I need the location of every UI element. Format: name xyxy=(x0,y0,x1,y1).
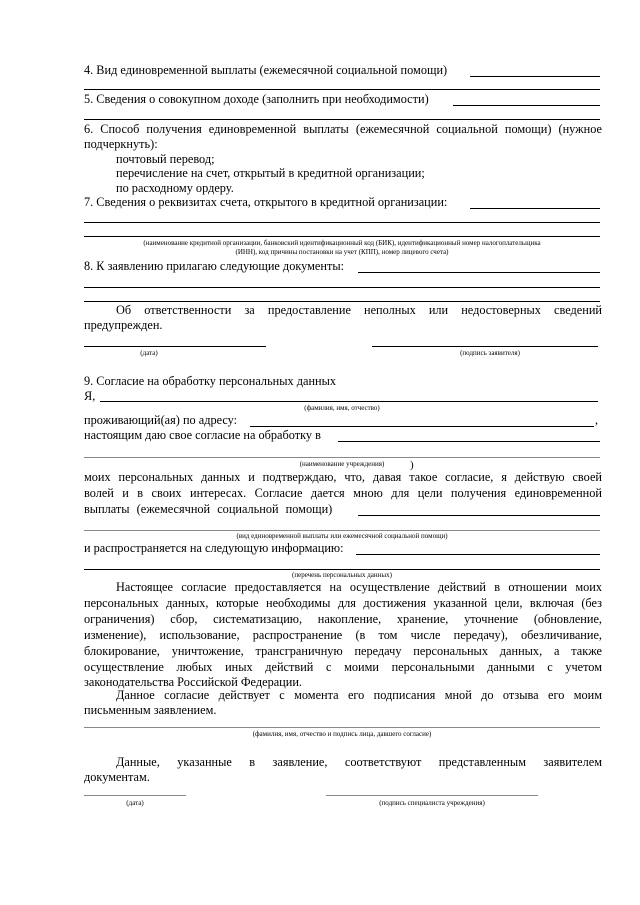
consent-signature-hint: (фамилия, имя, отчество и подпись лица, давшего согласие) xyxy=(252,730,432,738)
bank-details-field[interactable] xyxy=(470,208,600,209)
info-field[interactable] xyxy=(356,554,600,555)
scope-paragraph-line1: Настоящее согласие предоставляется на осуществление действий в отношении моих xyxy=(116,580,602,594)
institution-field[interactable] xyxy=(338,441,600,442)
specialist-signature-field[interactable] xyxy=(326,795,538,796)
specialist-signature-hint: (подпись специалиста учреждения) xyxy=(379,799,485,807)
section-4-label: 4. Вид единовременной выплаты (ежемесячной социальной помощи) xyxy=(84,63,448,77)
applicant-signature-field[interactable] xyxy=(372,346,598,347)
scope-paragraph-line4: изменение), использование, распространение (в том числе передачу), обезличивание, xyxy=(84,628,602,642)
scope-paragraph-line3: ограничения) сбор, систематизацию, накопление, хранение, уточнение (обновление, xyxy=(84,612,602,626)
verification-text-cont: документам. xyxy=(84,770,150,784)
payment-purpose-field-line2[interactable] xyxy=(84,530,600,531)
institution-close-paren: ) xyxy=(410,459,414,471)
documents-field-line2[interactable] xyxy=(84,287,600,288)
consent-to-label: настоящим даю свое согласие на обработку в xyxy=(84,428,321,442)
address-comma: , xyxy=(595,413,599,427)
consent-paragraph-line1: моих персональных данных и подтверждаю, что, давая такое согласие, я действую своей xyxy=(84,470,602,484)
info-field-line2[interactable] xyxy=(84,569,600,570)
final-date-field[interactable] xyxy=(84,795,186,796)
responsibility-text-cont: предупрежден. xyxy=(84,318,163,332)
bank-details-field-line3[interactable] xyxy=(84,236,600,237)
validity-paragraph-line1: Данное согласие действует с момента его подписания мной до отзыва его моим xyxy=(116,688,602,702)
documents-field[interactable] xyxy=(358,272,600,273)
date-hint: (дата) xyxy=(140,349,158,357)
scope-paragraph-line7: законодательства Российской Федерации. xyxy=(84,675,302,689)
verification-text: Данные, указанные в заявление, соответствуют представленным заявителем xyxy=(116,755,602,769)
section-6-label: 6. Способ получения единовременной выплаты (ежемесячной социальной помощи) (нужное xyxy=(84,122,602,136)
consent-signature-field[interactable] xyxy=(84,727,600,728)
info-list-hint: (перечень персональных данных) xyxy=(292,571,392,579)
payment-type-field-line2[interactable] xyxy=(84,89,600,90)
bank-details-hint-cont: (ИНН), код причины постановки на учет (КПП), номер лицевого счета) xyxy=(235,248,449,256)
applicant-signature-hint: (подпись заявителя) xyxy=(460,349,520,357)
institution-hint: (наименование учреждения) xyxy=(299,460,385,468)
fio-hint: (фамилия, имя, отчество) xyxy=(304,404,380,412)
consent-paragraph-line2: волей и в своих интересах. Согласие дается мною для цели получения единовременной xyxy=(84,486,602,500)
section-5-label: 5. Сведения о совокупном доходе (заполнить при необходимости) xyxy=(84,92,429,106)
option-cash-order[interactable]: по расходному ордеру. xyxy=(116,181,234,195)
address-field[interactable] xyxy=(250,426,594,427)
section-9-title: 9. Согласие на обработку персональных данных xyxy=(84,374,337,388)
scope-paragraph-line2: персональных данных, которые необходимы для достижения указанной цели, включая (без xyxy=(84,596,602,610)
income-field[interactable] xyxy=(453,105,600,106)
consent-paragraph-line3: выплаты (ежемесячной социальной помощи) xyxy=(84,502,333,516)
payment-purpose-hint: (вид единовременной выплаты или ежемесячной социальной помощи) xyxy=(236,532,448,540)
section-7-label: 7. Сведения о реквизитах счета, открытого в кредитной организации: xyxy=(84,195,448,209)
final-date-hint: (дата) xyxy=(126,799,144,807)
institution-field-line2[interactable] xyxy=(84,457,600,458)
i-label: Я, xyxy=(84,389,96,403)
section-6-label-cont: подчеркнуть): xyxy=(84,137,158,151)
info-label: и распространяется на следующую информацию: xyxy=(84,541,344,555)
payment-purpose-field[interactable] xyxy=(358,515,600,516)
responsibility-text: Об ответственности за предоставление неполных или недостоверных сведений xyxy=(116,303,602,317)
income-field-line2[interactable] xyxy=(84,119,600,120)
fio-field[interactable] xyxy=(100,401,598,402)
bank-details-hint: (наименование кредитной организации, банковский идентификационный код (БИК), идентификационный номер налогоплательщика xyxy=(143,239,541,247)
documents-field-line3[interactable] xyxy=(84,301,600,302)
bank-details-field-line2[interactable] xyxy=(84,222,600,223)
scope-paragraph-line5: блокирование, уничтожение, трансграничную передачу персональных данных, а также xyxy=(84,644,602,658)
date-field[interactable] xyxy=(84,346,266,347)
section-8-label: 8. К заявлению прилагаю следующие документы: xyxy=(84,259,344,273)
option-bank-account[interactable]: перечисление на счет, открытый в кредитной организации; xyxy=(116,166,425,180)
validity-paragraph-line2: письменным заявлением. xyxy=(84,703,217,717)
payment-type-field[interactable] xyxy=(470,76,600,77)
option-postal-transfer[interactable]: почтовый перевод; xyxy=(116,152,215,166)
address-label: проживающий(ая) по адресу: xyxy=(84,413,238,427)
scope-paragraph-line6: осуществление любых иных действий с моими персональными данными с учетом xyxy=(84,660,602,674)
